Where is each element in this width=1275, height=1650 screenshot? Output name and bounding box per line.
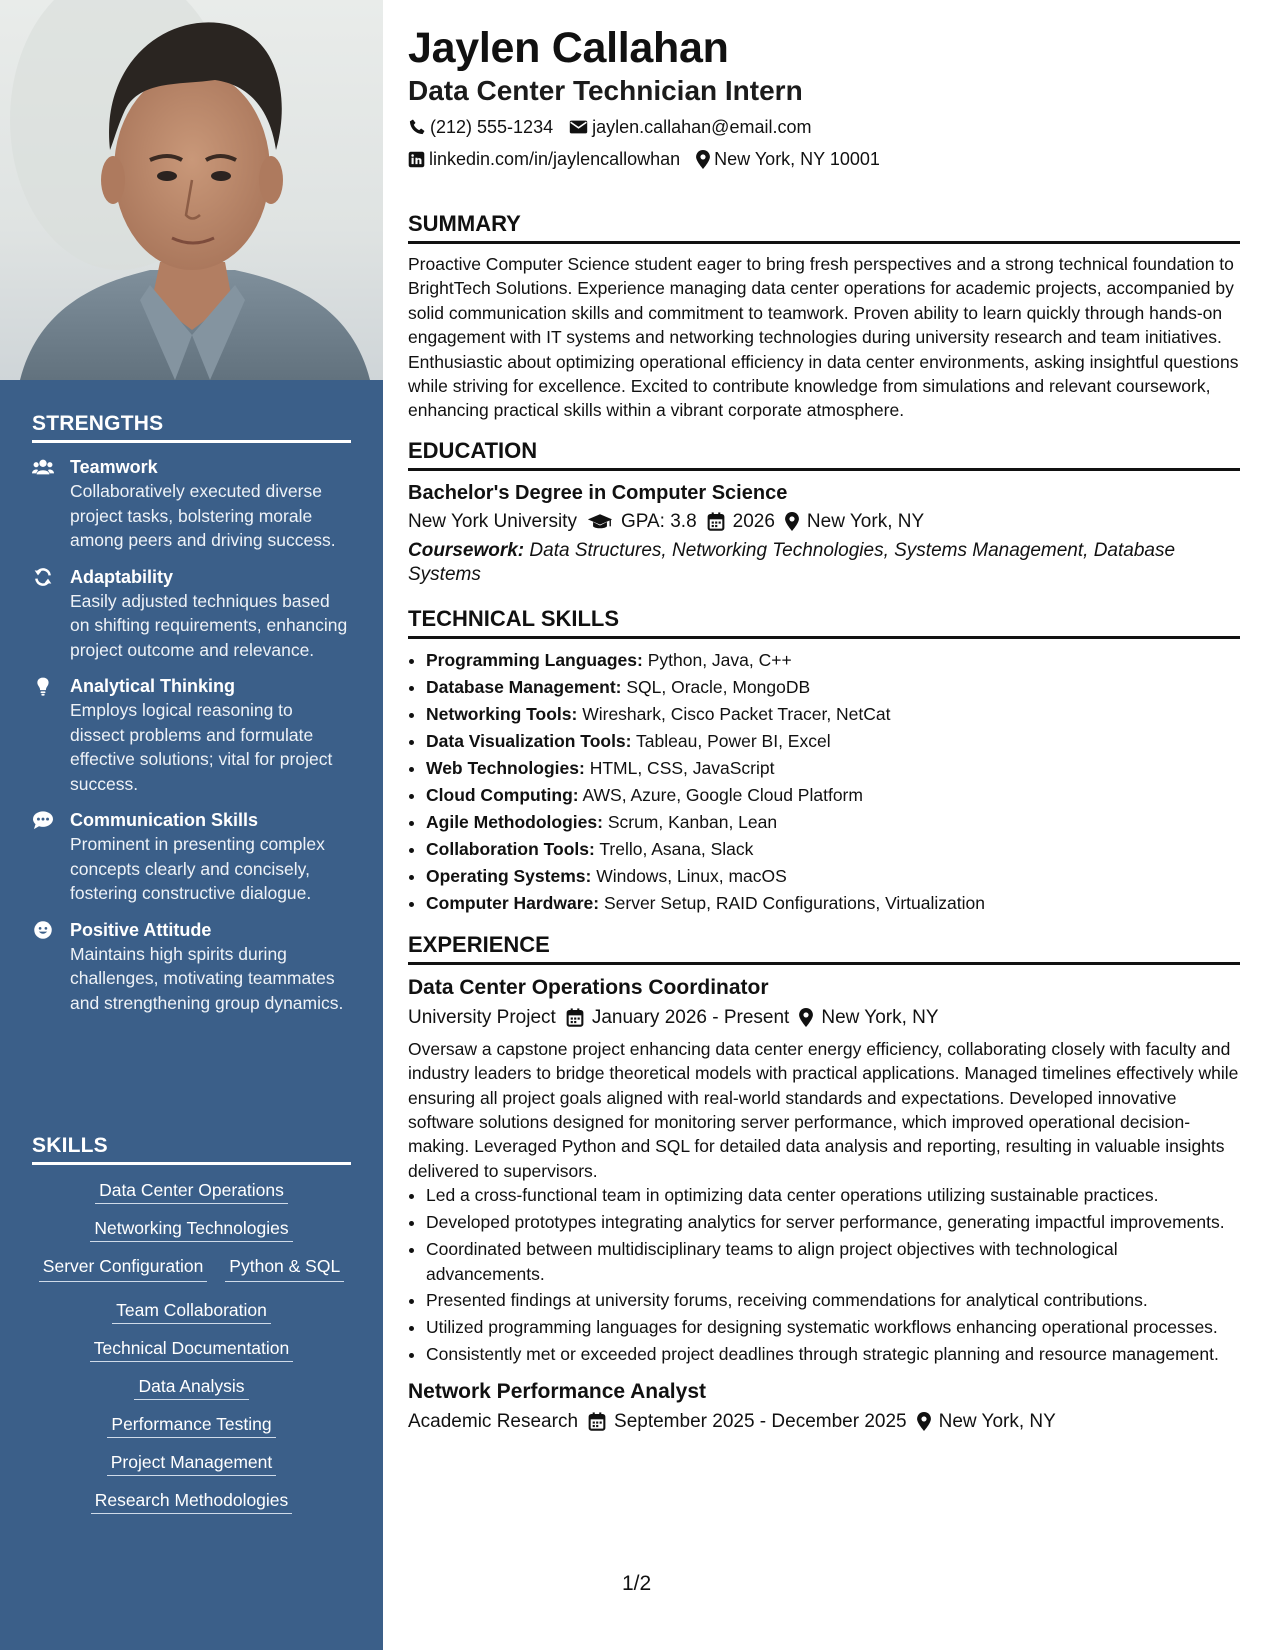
location-text: New York, NY 10001 [714, 149, 880, 169]
map-pin-icon [799, 1008, 813, 1027]
list-item [426, 728, 1240, 755]
skill-tag: Networking Technologies [90, 1218, 292, 1242]
skill-values: Python, Java, C++ [647, 649, 792, 670]
skill-category: Agile Methodologies: [426, 811, 603, 832]
map-pin-icon [785, 512, 799, 531]
strength-item [32, 674, 351, 796]
skill-category: Programming Languages: [426, 649, 643, 670]
list-item: • Led a cross-functional team in optimizing data center operations utilizing sustainable practices. [426, 1183, 1240, 1207]
dates-item [566, 1003, 790, 1033]
graduation-year-item [707, 507, 775, 537]
skill-category: Operating Systems: [426, 865, 592, 886]
skill-list [32, 1179, 351, 1527]
calendar-icon [707, 512, 725, 531]
skill-category: Computer Hardware: [426, 892, 600, 913]
education-section [408, 437, 1240, 587]
users-icon [32, 457, 54, 477]
skill-values: Scrum, Kanban, Lean [607, 811, 778, 832]
skill-values: AWS, Azure, Google Cloud Platform [582, 784, 863, 805]
main-content [408, 22, 1240, 1437]
strengths-heading: STRENGTHS [32, 412, 351, 443]
experience-heading: EXPERIENCE [408, 931, 1240, 965]
dates-item [588, 1407, 907, 1437]
envelope-icon [569, 119, 588, 135]
experience-section [408, 931, 1240, 1437]
strength-item [32, 918, 351, 1016]
skill-values: HTML, CSS, JavaScript [589, 757, 775, 778]
skill-category: Database Management: [426, 676, 622, 697]
school-location: New York, NY [806, 510, 925, 532]
graduation-year: 2026 [732, 510, 775, 532]
graduation-cap-icon [587, 513, 613, 531]
comment-icon [32, 810, 54, 830]
list-item: • Consistently met or exceeded project deadlines through strategic planning and resource management. [426, 1342, 1240, 1366]
skill-row [32, 1489, 351, 1512]
skill-category: Cloud Computing: [426, 784, 579, 805]
coursework-list: Data Structures, Networking Technologies, Systems Management, Database Systems [408, 539, 1176, 585]
skill-values: Trello, Asana, Slack [599, 838, 754, 859]
degree-title: Bachelor's Degree in Computer Science [408, 481, 788, 504]
strength-description: Prominent in presenting complex concepts clearly and concisely, fostering constructive dialogue. [70, 834, 325, 903]
role-meta [408, 1407, 1240, 1437]
profile-photo-illustration [0, 0, 383, 380]
role-location: New York, NY [821, 1006, 939, 1028]
phone-contact [408, 114, 553, 140]
contact-row [408, 114, 1240, 140]
skill-category: Collaboration Tools: [426, 838, 595, 859]
linkedin-contact[interactable] [408, 146, 680, 172]
list-item: • Developed prototypes integrating analytics for server performance, generating impactful improvements. [426, 1210, 1240, 1234]
strength-description: Employs logical reasoning to dissect problems and formulate effective solutions; vital for project success. [70, 700, 333, 794]
skill-tag: Python & SQL [225, 1255, 344, 1282]
technical-skills-section [408, 605, 1240, 917]
skills-section [32, 1134, 351, 1527]
skill-category: Networking Tools: [426, 703, 578, 724]
skill-tag: Team Collaboration [112, 1300, 271, 1324]
coursework-label: Coursework: [408, 539, 525, 561]
skill-row [32, 1179, 351, 1202]
list-item [426, 836, 1240, 863]
role-location: New York, NY [938, 1410, 1056, 1432]
strength-name: Adaptability [70, 566, 174, 587]
skill-row [32, 1413, 351, 1436]
list-item [426, 863, 1240, 890]
technical-skills-heading: TECHNICAL SKILLS [408, 605, 1240, 639]
gpa-item [587, 507, 697, 537]
strength-name: Positive Attitude [70, 919, 212, 940]
email-contact[interactable] [569, 114, 811, 140]
page-number: 1/2 [622, 1572, 652, 1595]
experience-entry [408, 1377, 1240, 1437]
skill-tag: Data Analysis [134, 1376, 248, 1400]
calendar-icon [588, 1412, 606, 1431]
education-heading: EDUCATION [408, 437, 1240, 471]
smile-icon [32, 920, 54, 940]
education-meta [408, 507, 1240, 537]
skill-tag: Technical Documentation [90, 1338, 294, 1362]
skill-values: Wireshark, Cisco Packet Tracer, NetCat [582, 703, 891, 724]
skill-row [32, 1337, 351, 1360]
skill-tag: Performance Testing [107, 1414, 275, 1438]
list-item [426, 782, 1240, 809]
role-dates: September 2025 - December 2025 [614, 1410, 907, 1432]
strength-item [32, 565, 351, 663]
skill-tag: Server Configuration [39, 1255, 208, 1282]
strength-item [32, 455, 351, 553]
skill-tag: Project Management [107, 1452, 276, 1476]
linkedin-link[interactable]: linkedin.com/in/jaylencallowhan [429, 149, 681, 169]
organization: University Project [408, 1006, 556, 1028]
role-dates: January 2026 - Present [591, 1006, 790, 1028]
candidate-name: Jaylen Callahan [408, 24, 729, 72]
linkedin-icon [408, 151, 425, 168]
skill-row [32, 1375, 351, 1398]
strength-description: Collaboratively executed diverse project tasks, bolstering morale among peers and driving success. [70, 481, 336, 550]
skill-row [32, 1451, 351, 1474]
skill-row [32, 1217, 351, 1240]
sidebar [0, 0, 383, 1650]
list-item: • Coordinated between multidisciplinary teams to align project objectives with technological advancements. [426, 1237, 1240, 1286]
map-pin-icon [696, 150, 710, 169]
technical-skills-list [408, 647, 1240, 917]
role-location-item [917, 1407, 1056, 1437]
sync-icon [32, 567, 54, 587]
role-location-item [799, 1003, 938, 1033]
strength-name: Communication Skills [70, 810, 259, 830]
skill-values: Tableau, Power BI, Excel [636, 730, 831, 751]
school-name: New York University [408, 510, 577, 532]
skill-values: Windows, Linux, macOS [596, 865, 787, 886]
list-item [426, 755, 1240, 782]
skill-category: Web Technologies: [426, 757, 585, 778]
skill-tag: Research Methodologies [91, 1490, 293, 1514]
gpa-value: GPA: 3.8 [620, 510, 697, 532]
skill-values: Server Setup, RAID Configurations, Virtualization [603, 892, 985, 913]
summary-text: Proactive Computer Science student eager to bring fresh perspectives and a strong technical foundation to BrightTech Solutions. Experience managing data center operations for academic projects, accompanied by solid communication skills and commitment to teamwork. Proven ability to learn quickly through hands-on engagement with IT systems and networking technologies during university research and team initiatives. Enthusiastic about optimizing operational efficiency in data center environments, asking insightful questions while striving for excellence. Excited to contribute knowledge from simulations and relevant coursework, enhancing practical skills within a vibrant corporate atmosphere. [408, 254, 1239, 421]
strength-item [32, 808, 351, 906]
organization: Academic Research [408, 1410, 579, 1432]
role-title: Data Center Operations Coordinator [408, 975, 769, 999]
role-meta [408, 1003, 1240, 1033]
coursework [408, 539, 1240, 587]
skill-values: SQL, Oracle, MongoDB [626, 676, 811, 697]
list-item [426, 647, 1240, 674]
profile-photo [0, 0, 383, 380]
list-item: • Utilized programming languages for designing systematic workflows enhancing operational processes. [426, 1315, 1240, 1339]
calendar-icon [566, 1008, 584, 1027]
strength-name: Analytical Thinking [70, 676, 236, 696]
school-location-item [785, 507, 924, 537]
list-item [426, 674, 1240, 701]
phone-icon [408, 118, 426, 136]
experience-entry [408, 973, 1240, 1367]
list-item: • Presented findings at university forums, receiving commendations for analytical contributions. [426, 1288, 1240, 1312]
role-title: Network Performance Analyst [408, 1379, 706, 1403]
role-achievements [408, 1183, 1240, 1366]
map-pin-icon [917, 1412, 931, 1431]
skill-row [32, 1299, 351, 1322]
job-title: Data Center Technician Intern [408, 75, 803, 106]
skills-heading: SKILLS [32, 1134, 351, 1165]
summary-section [408, 210, 1240, 423]
email-link[interactable]: jaylen.callahan@email.com [592, 117, 812, 137]
strength-name: Teamwork [70, 457, 158, 477]
strength-description: Maintains high spirits during challenges, motivating teammates and strengthening group dynamics. [70, 943, 344, 1013]
list-item [426, 809, 1240, 836]
strength-description: Easily adjusted techniques based on shifting requirements, enhancing project outcome and relevance. [70, 590, 348, 660]
skill-category: Data Visualization Tools: [426, 730, 632, 751]
location-contact [696, 146, 880, 172]
skill-tag: Data Center Operations [95, 1180, 288, 1204]
lightbulb-icon [32, 676, 54, 696]
strengths-section [32, 412, 351, 1015]
summary-heading: SUMMARY [408, 210, 1240, 244]
contact-row [408, 146, 1240, 172]
phone-number: (212) 555-1234 [430, 117, 554, 137]
role-summary: Oversaw a capstone project enhancing data center energy efficiency, collaborating closely with faculty and industry leaders to bridge theoretical models with practical applications. Managed timelines effectively while ensuring all project goals aligned with real-world standards and expectations. Developed innovative software solutions designed for monitoring server performance, which improved operational decision-making. Leveraged Python and SQL for detailed data analysis and reporting, resulting in valuable insights delivered to supervisors. [408, 1038, 1239, 1181]
list-item [426, 701, 1240, 728]
list-item [426, 890, 1240, 917]
